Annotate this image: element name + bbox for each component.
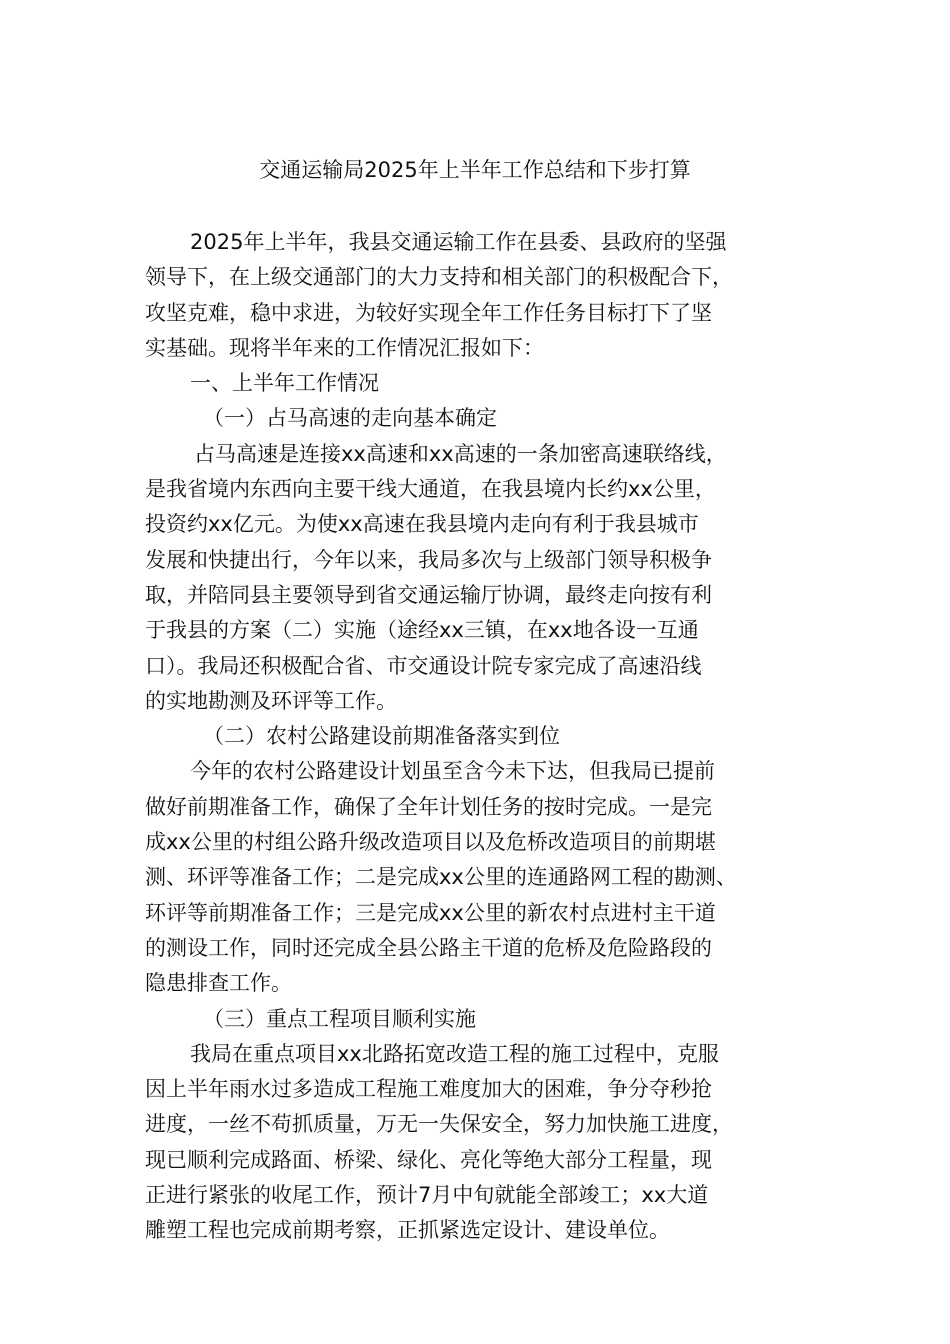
paragraph-line: 领导下，在上级交通部门的大力支持和相关部门的积极配合下， [145, 265, 733, 290]
paragraph-line: 是我省境内东西向主要干线大通道，在我县境内长约xx公里， [145, 477, 716, 502]
document-body [145, 225, 813, 1249]
paragraph-line: 成xx公里的村组公路升级改造项目以及危桥改造项目的前期堪 [145, 830, 716, 855]
paragraph-line: 做好前期准备工作，确保了全年计划任务的按时完成。一是完 [145, 794, 712, 819]
paragraph-line: 正进行紧张的收尾工作，预计7月中旬就能全部竣工；xx大道 [145, 1183, 709, 1208]
paragraph-line: 我局在重点项目xx北路拓宽改造工程的施工过程中，克服 [190, 1041, 719, 1066]
paragraph-line: 环评等前期准备工作；三是完成xx公里的新农村点进村主干道 [145, 900, 716, 925]
paragraph-line: 雕塑工程也完成前期考察，正抓紧选定设计、建设单位。 [145, 1218, 670, 1243]
paragraph-line: 现已顺利完成路面、桥梁、绿化、亮化等绝大部分工程量，现 [145, 1147, 712, 1172]
paragraph-line: 隐患排查工作。 [145, 971, 292, 996]
paragraph-line: 口）。我局还积极配合省、市交通设计院专家完成了高速沿线 [145, 653, 702, 678]
paragraph-line: 取，并陪同县主要领导到省交通运输厅协调，最终走向按有利 [145, 582, 712, 607]
paragraph-line: 2025年上半年，我县交通运输工作在县委、县政府的坚强 [190, 230, 727, 254]
paragraph-line: 攻坚克难，稳中求进，为较好实现全年工作任务目标打下了坚 [145, 300, 712, 325]
paragraph-line: 的测设工作，同时还完成全县公路主干道的危桥及危险路段的 [145, 935, 712, 960]
section-heading: 一、上半年工作情况 [190, 371, 379, 396]
subsection-heading: （二）农村公路建设前期准备落实到位 [203, 724, 560, 749]
paragraph-line: 实基础。现将半年来的工作情况汇报如下： [145, 335, 544, 360]
paragraph-line: 发展和快捷出行，今年以来，我局多次与上级部门领导积极争 [145, 547, 712, 572]
paragraph-line: 因上半年雨水过多造成工程施工难度加大的困难，争分夺秒抢 [145, 1077, 712, 1102]
subsection-heading: （一）占马高速的走向基本确定 [203, 406, 497, 431]
paragraph-line: 今年的农村公路建设计划虽至含今未下达，但我局已提前 [190, 759, 715, 784]
paragraph-line: 进度，一丝不苟抓质量，万无一失保安全，努力加快施工进度， [145, 1112, 733, 1137]
paragraph-line: 投资约xx亿元。为使xx高速在我县境内走向有利于我县城市 [145, 512, 699, 537]
document-title: 交通运输局2025年上半年工作总结和下步打算 [259, 158, 691, 182]
paragraph-line: 占马高速是连接xx高速和xx高速的一条加密高速联络线， [194, 441, 727, 466]
paragraph-line: 于我县的方案（二）实施（途经xx三镇，在xx地各设一互通 [145, 618, 699, 643]
paragraph-line: 测、环评等准备工作；二是完成xx公里的连通路网工程的勘测、 [145, 865, 737, 890]
subsection-heading: （三）重点工程项目顺利实施 [203, 1006, 476, 1031]
paragraph-line: 的实地勘测及环评等工作。 [145, 688, 397, 713]
